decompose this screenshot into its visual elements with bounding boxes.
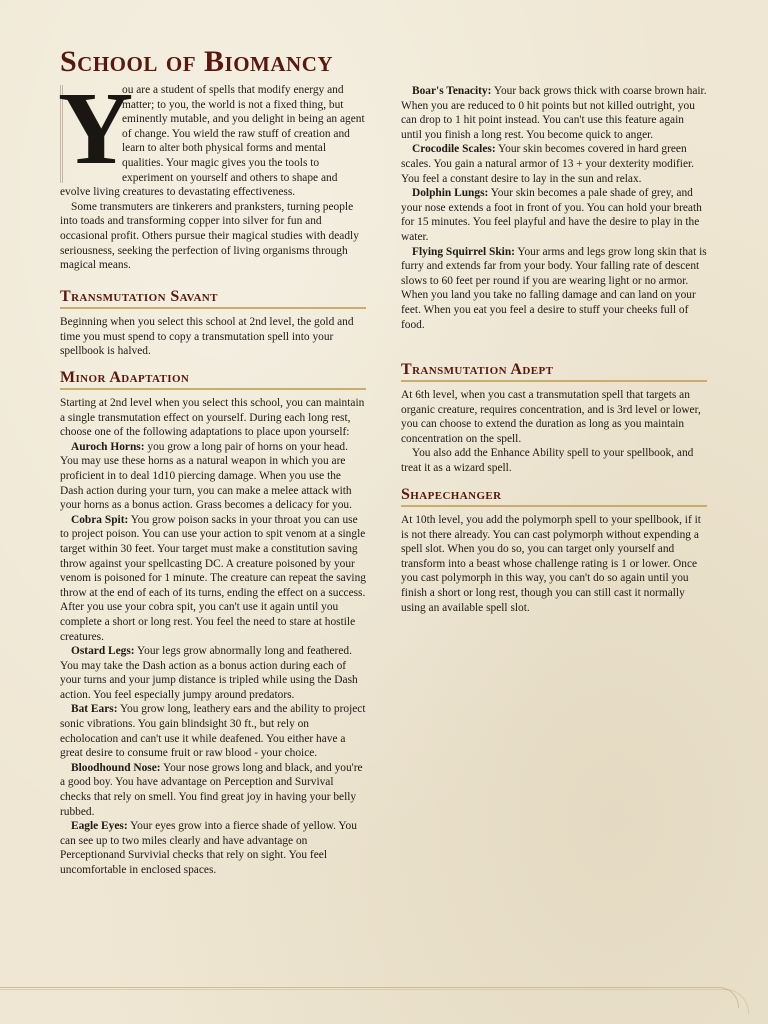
adaptation-item — [60, 644, 366, 702]
adaptation-term: Auroch Horns: — [71, 440, 145, 453]
footer-decoration — [0, 964, 768, 1024]
adaptation-term: Crocodile Scales: — [412, 143, 496, 156]
intro — [58, 71, 366, 273]
adaptation-text: Your eyes grow into a fierce shade of yellow. You can see up to two miles clearly and have advantage on Perceptionand Survivial checks that rely on sight. You feel uncomfortable in enclosed spaces. — [60, 820, 357, 876]
page-title: School of Biomancy — [60, 45, 334, 78]
adaptation-text: Your skin becomes a pale shade of grey, and your nose extends a foot in front of you. You can hold your breath for 15 minutes. You feel playful and have the desire to play in the water. — [401, 187, 702, 243]
intro-paragraph-1: ou are a student of spells that modify energy and matter; to you, the world is not a fixed thing, but eminently mutable, and you delight in being an agent of change. You wield the raw stuff of creation and learn to alter both physical forms and mental qualities. Your magic gives you the tools to experiment on yourself and others to shape and evolve living creatures to devastating effectiveness. — [60, 84, 365, 199]
adaptation-term: Dolphin Lungs: — [412, 187, 489, 200]
adaptation-text: Your back grows thick with coarse brown hair. When you are reduced to 0 hit points but not killed outright, you can drop to 1 hit point instead. You can't use this feature again until you finish a long rest. You become quick to anger. — [401, 85, 707, 141]
adaptation-text: Your arms and legs grow long skin that is furry and extends far from your body. Your falling rate of descent slows to 60 feet per round if you are wearing light or no armor. When you land you take no falling damage and can land on your feet. When you eat you feel a desire to stuff your cheeks full of food. — [401, 245, 707, 331]
intro-paragraph-2: Some transmuters are tinkerers and pranksters, turning people into toads and transforming copper into silver for fun and occasional profit. Others pursue their magical studies with deadly seriousness, seeking the perfection of living organisms through magical means. — [60, 200, 359, 272]
adaptation-text: Your skin becomes covered in hard green scales. You gain a natural armor of 13 + your dexterity modifier. You feel a constant desire to lay in the sun and relax. — [401, 143, 695, 185]
adaptation-item — [60, 702, 366, 760]
section-text: You also add the Enhance Ability spell to your spellbook, and treat it as a wizard spell. — [401, 447, 694, 474]
adaptation-term: Bloodhound Nose: — [71, 761, 161, 774]
adaptation-item — [60, 761, 366, 819]
adaptation-continued — [401, 84, 707, 332]
section-minor-adaptation — [60, 369, 366, 878]
section-text: At 10th level, you add the polymorph spell to your spellbook, if it is not there already. You can cast polymorph without expending a spell slot. When you do so, you can target only yourself and transform into a beast whose challenge rating is 1 or lower. Once you cast polymorph in this way, you can't do so again until you finish a short or long rest, though you can still cast it normally using an available spell slot. — [401, 514, 701, 614]
adaptation-item — [60, 513, 366, 644]
section-heading: Transmutation Adept — [401, 361, 707, 382]
adaptation-text: Your legs grow abnormally long and feathered. You may take the Dash action as a bonus action during each of your turns and your jump distance is tripled while using the Dash action. You feel especially jumpy around predators. — [60, 645, 358, 701]
section-text: At 6th level, when you cast a transmutation spell that targets an organic creature, requires concentration, and is 3rd level or lower, you can choose to extend the duration as long as you maintain concentration on the spell. — [401, 389, 701, 445]
adaptation-term: Eagle Eyes: — [71, 820, 128, 833]
section-shapechanger — [401, 486, 707, 615]
adaptation-item — [60, 819, 366, 877]
section-text: Beginning when you select this school at 2nd level, the gold and time you must spend to copy a transmutation spell into your spellbook is halved. — [60, 316, 354, 358]
section-heading: Transmutation Savant — [60, 288, 366, 309]
section-transmutation-savant — [60, 288, 366, 359]
adaptation-term: Boar's Tenacity: — [412, 85, 492, 97]
adaptation-item — [401, 142, 707, 186]
drop-cap-letter: Y — [58, 71, 134, 186]
adaptation-term: Ostard Legs: — [71, 645, 135, 658]
drop-cap — [58, 71, 134, 186]
adaptation-term: Flying Squirrel Skin: — [412, 245, 515, 258]
section-text: Starting at 2nd level when you select this school, you can maintain a single transmutation effect on yourself. During each long rest, choose one of the following adaptations to place upon yourself: — [60, 397, 365, 439]
adaptation-item — [401, 84, 707, 142]
adaptation-term: Cobra Spit: — [71, 513, 129, 526]
adaptation-item — [60, 440, 366, 513]
footer-border-inner — [0, 987, 739, 1008]
adaptation-text: You grow long, leathery ears and the ability to project sonic vibrations. You gain blindsight 30 ft., but rely on echolocation and can't use it while deafened. You either have a great desire to consume fruit or raw blood - your choice. — [60, 703, 366, 760]
adaptation-text: Your nose grows long and black, and you're a good boy. You have advantage on Perception and Survival checks that rely on smell. You find great joy in having your belly rubbed. — [60, 761, 363, 818]
section-heading: Shapechanger — [401, 486, 707, 507]
section-transmutation-adept — [401, 361, 707, 476]
section-heading: Minor Adaptation — [60, 369, 366, 390]
adaptation-item — [401, 186, 707, 244]
adaptation-item — [401, 245, 707, 333]
adaptation-text: you grow a long pair of horns on your head. You may use these horns as a natural weapon in which you are proficient in to deal 1d10 piercing damage. When you use the Dash action during your turn, you can make a melee attack with your horns as a bonus action. Grass becomes a delicacy for you. — [60, 440, 352, 512]
adaptation-text: You grow poison sacks in your throat you can use to project poison. You can use your action to spit venom at a single target within 30 feet. Your target must make a constitution saving throw against your spellcasting DC. A creature poisoned by your venom is poisoned for 1 minute. The creature can repeat the saving throw at the end of each of its turns, ending the effect on a success. After you use your cobra spit, you can't use it again until you complete a short or long rest. You feel the need to stare at hostile creatures. — [60, 513, 366, 643]
adaptation-term: Bat Ears: — [71, 703, 118, 716]
